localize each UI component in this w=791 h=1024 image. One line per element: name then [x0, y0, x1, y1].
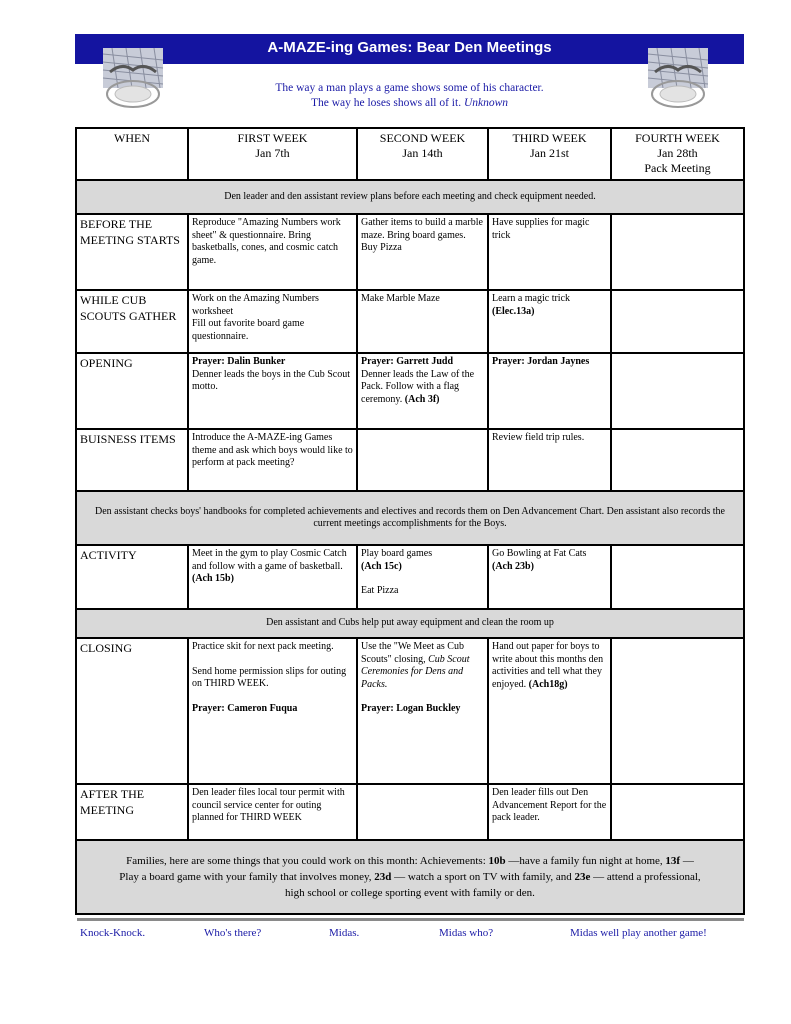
gather-w3-ref: (Elec.13a)	[492, 305, 535, 317]
closing-w2-text: Use the "We Meet as Cub Scouts" closing,	[361, 641, 464, 665]
row-label-business: BUISNESS ITEMS	[76, 429, 188, 491]
families-text-3: — watch a sport on TV with family, and	[394, 871, 572, 883]
opening-w2-text: Denner leads the Law of the Pack. Follow with a flag ceremony.	[361, 368, 475, 405]
quote-line-1: The way a man plays a game shows some of his character.	[275, 82, 544, 94]
joke-part-1: Knock-Knock.	[80, 927, 146, 939]
handbooks-note: Den assistant checks boys' handbooks for completed achievements and electives and records them on Den Advancement Chart. Den assistant also records the current meetings accomplishments for the Boys.	[76, 491, 744, 545]
families-text-2: —Play a board game with your family that involves money,	[119, 855, 694, 883]
col-header-week1	[188, 128, 357, 180]
cell-gather-w4	[611, 290, 744, 353]
week1-name: FIRST WEEK	[237, 131, 308, 145]
opening-w1-text: Denner leads the boys in the Cub Scout motto.	[192, 368, 351, 392]
closing-w1-text: Practice skit for next pack meeting.	[192, 641, 334, 652]
week2-name: SECOND WEEK	[379, 131, 466, 145]
closing-w3-ref: (Ach18g)	[528, 678, 568, 690]
row-label-after: AFTER THE MEETING	[76, 784, 188, 840]
opening-w2-ref: (Ach 3f)	[404, 393, 440, 405]
cell-before-w2: Gather items to build a marble maze. Bring board games. Buy Pizza	[357, 214, 488, 290]
col-header-week2	[357, 128, 488, 180]
cell-opening-w1	[188, 353, 357, 429]
cell-opening-w4	[611, 353, 744, 429]
families-text-1: —have a family fun night at home,	[508, 855, 663, 867]
opening-w2-prayer: Prayer: Garrett Judd	[361, 356, 454, 367]
when-header: WHEN	[114, 131, 150, 145]
title-bar	[75, 34, 744, 64]
cell-activity-w2	[357, 545, 488, 609]
gather-w3-text: Learn a magic trick	[492, 293, 571, 304]
cell-closing-w3	[488, 638, 611, 784]
cell-before-w4	[611, 214, 744, 290]
families-achievement-4: 23e	[574, 871, 591, 883]
quote-line-2: The way he loses shows all of it.	[310, 97, 462, 109]
page-title: A-MAZE-ing Games: Bear Den Meetings	[267, 39, 552, 56]
band-row-review	[76, 180, 744, 214]
closing-w2-book: Cub Scout Ceremonies for Dens and Packs.	[361, 653, 470, 690]
cell-business-w1: Introduce the A-MAZE-ing Games theme and ask which boys would like to perform at pack meeting?	[188, 429, 357, 491]
band-row-handbooks	[76, 491, 744, 545]
week1-date: Jan 7th	[255, 146, 290, 160]
closing-w3-text: Hand out paper for boys to write about this months den activities and tell what they enjoyed.	[492, 641, 604, 690]
closing-w2-prayer: Prayer: Logan Buckley	[361, 703, 461, 714]
cell-business-w3: Review field trip rules.	[488, 429, 611, 491]
cleanup-note: Den assistant and Cubs help put away equipment and clean the room up	[76, 609, 744, 638]
joke-part-4: Midas who?	[439, 927, 494, 939]
week3-date: Jan 21st	[530, 146, 569, 160]
activity-w1-text: Meet in the gym to play Cosmic Catch and follow with a game of basketball.	[192, 548, 347, 572]
week4-name: FOURTH WEEK	[635, 131, 720, 145]
row-label-activity: ACTIVITY	[76, 545, 188, 609]
page-header	[75, 34, 744, 120]
families-row	[76, 840, 744, 914]
header-quote	[75, 81, 744, 111]
row-while-gather	[76, 290, 744, 353]
families-note	[76, 840, 744, 914]
activity-w2-pizza: Eat Pizza	[361, 585, 399, 596]
table-shadow	[77, 918, 744, 921]
cell-closing-w1	[188, 638, 357, 784]
families-achievement-1: 10b	[488, 855, 506, 867]
joke-part-3: Midas.	[329, 927, 360, 939]
meeting-schedule-table	[75, 127, 745, 915]
row-before-meeting	[76, 214, 744, 290]
joke-part-2: Who's there?	[204, 927, 262, 939]
cell-before-w1: Reproduce "Amazing Numbers work sheet" & questionnaire. Bring basketballs, cones, and cosmic catch game.	[188, 214, 357, 290]
row-label-opening: OPENING	[76, 353, 188, 429]
col-header-week4	[611, 128, 744, 180]
week2-date: Jan 14th	[402, 146, 443, 160]
families-text-4: — attend a professional, high school or college sporting event with family or den.	[285, 871, 701, 899]
activity-w3-ref: (Ach 23b)	[492, 560, 534, 572]
families-achievement-2: 13f	[665, 855, 681, 867]
cell-closing-w2	[357, 638, 488, 784]
row-business	[76, 429, 744, 491]
cell-activity-w1	[188, 545, 357, 609]
activity-w2-text: Play board games	[361, 548, 433, 559]
cell-gather-w2: Make Marble Maze	[357, 290, 488, 353]
families-intro: Families, here are some things that you could work on this month: Achievements:	[126, 855, 486, 867]
row-activity	[76, 545, 744, 609]
cell-closing-w4	[611, 638, 744, 784]
cell-gather-w1	[188, 290, 357, 353]
row-opening	[76, 353, 744, 429]
col-header-week3	[488, 128, 611, 180]
gather-w1-line2: Fill out favorite board game questionnaire.	[192, 318, 305, 342]
cell-after-w1: Den leader files local tour permit with council service center for outing planned for THIRD WEEK	[188, 784, 357, 840]
row-after-meeting	[76, 784, 744, 840]
row-label-gather: WHILE CUB SCOUTS GATHER	[76, 290, 188, 353]
band-row-cleanup	[76, 609, 744, 638]
cell-after-w3: Den leader fills out Den Advancement Report for the pack leader.	[488, 784, 611, 840]
cell-business-w2	[357, 429, 488, 491]
review-note: Den leader and den assistant review plans before each meeting and check equipment needed.	[76, 180, 744, 214]
closing-w1-permission: Send home permission slips for outing on THIRD WEEK.	[192, 665, 347, 689]
families-achievement-3: 23d	[374, 871, 392, 883]
gather-w1-line1: Work on the Amazing Numbers worksheet	[192, 293, 319, 317]
week4-date: Jan 28th	[657, 146, 698, 160]
table-header-row	[76, 128, 744, 180]
cell-opening-w2	[357, 353, 488, 429]
cell-before-w3: Have supplies for magic trick	[488, 214, 611, 290]
cell-activity-w3	[488, 545, 611, 609]
opening-w1-prayer: Prayer: Dalin Bunker	[192, 356, 286, 367]
closing-w1-prayer: Prayer: Cameron Fuqua	[192, 702, 298, 714]
cell-gather-w3	[488, 290, 611, 353]
activity-w3-text: Go Bowling at Fat Cats	[492, 548, 587, 559]
joke-part-5: Midas well play another game!	[570, 927, 707, 939]
week4-note: Pack Meeting	[644, 161, 711, 175]
activity-w1-ref: (Ach 15b)	[192, 573, 234, 584]
cell-activity-w4	[611, 545, 744, 609]
col-header-when	[76, 128, 188, 180]
cell-after-w4	[611, 784, 744, 840]
row-label-before: BEFORE THE MEETING STARTS	[76, 214, 188, 290]
opening-w3-prayer: Prayer: Jordan Jaynes	[492, 356, 590, 367]
row-label-closing: CLOSING	[76, 638, 188, 784]
cell-opening-w3	[488, 353, 611, 429]
cell-business-w4	[611, 429, 744, 491]
week3-name: THIRD WEEK	[512, 131, 587, 145]
activity-w2-ref: (Ach 15c)	[361, 560, 402, 572]
quote-author: Unknown	[463, 97, 509, 109]
cell-after-w2	[357, 784, 488, 840]
row-closing	[76, 638, 744, 784]
